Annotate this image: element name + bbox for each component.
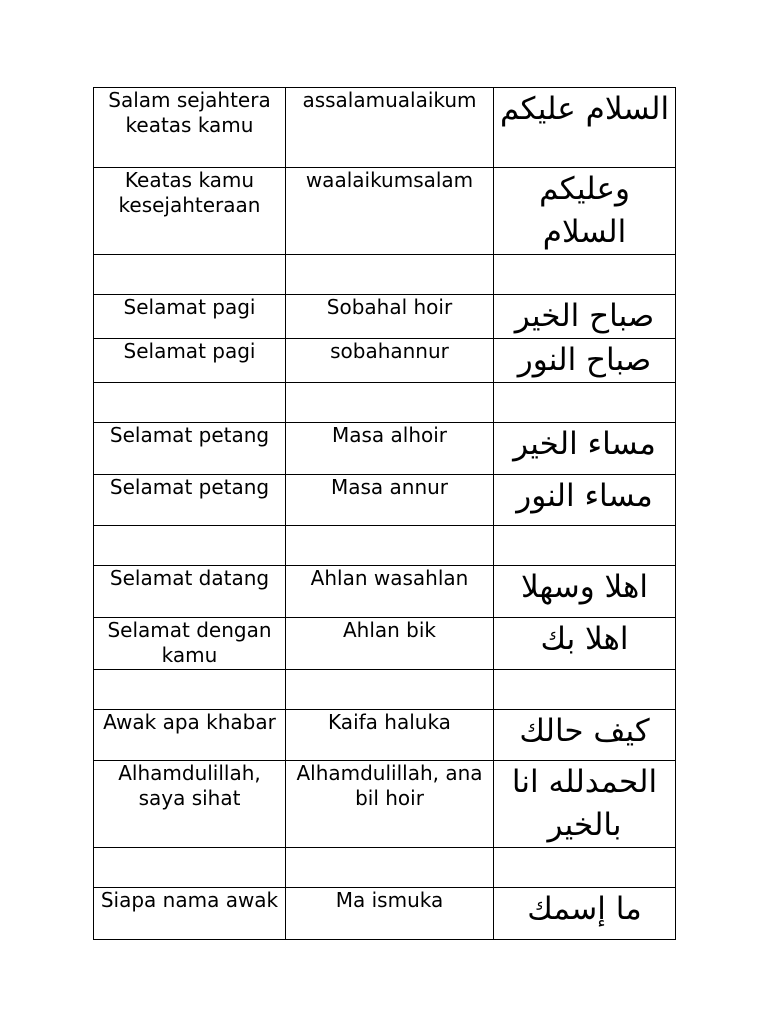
arabic-cell: صباح الخير [494, 295, 676, 339]
arabic-cell: ما إسمك [494, 888, 676, 940]
table-row [94, 670, 676, 710]
malay-cell: Alhamdulillah, saya sihat [94, 761, 286, 848]
arabic-cell: السلام عليكم [494, 88, 676, 168]
table-row [94, 761, 676, 848]
arabic-cell [494, 526, 676, 566]
table-row [94, 383, 676, 423]
table-row [94, 566, 676, 618]
malay-cell: Salam sejahtera keatas kamu [94, 88, 286, 168]
arabic-cell: اهلا وسهلا [494, 566, 676, 618]
table-row [94, 888, 676, 940]
transliteration-cell: Sobahal hoir [286, 295, 494, 339]
malay-cell: Keatas kamu kesejahteraan [94, 168, 286, 255]
arabic-cell: كيف حالك [494, 710, 676, 761]
transliteration-cell: Alhamdulillah, ana bil hoir [286, 761, 494, 848]
malay-cell [94, 255, 286, 295]
transliteration-cell: waalaikumsalam [286, 168, 494, 255]
transliteration-cell [286, 848, 494, 888]
table-row [94, 339, 676, 383]
malay-cell: Selamat pagi [94, 339, 286, 383]
malay-cell: Selamat petang [94, 475, 286, 526]
transliteration-cell [286, 255, 494, 295]
malay-cell [94, 383, 286, 423]
arabic-cell: صباح النور [494, 339, 676, 383]
malay-cell: Siapa nama awak [94, 888, 286, 940]
table-row [94, 295, 676, 339]
table-row [94, 423, 676, 475]
arabic-cell: مساء الخير [494, 423, 676, 475]
transliteration-cell: Ahlan bik [286, 618, 494, 670]
table-row [94, 710, 676, 761]
arabic-cell [494, 383, 676, 423]
transliteration-cell: Ma ismuka [286, 888, 494, 940]
table-row [94, 168, 676, 255]
transliteration-cell: assalamualaikum [286, 88, 494, 168]
arabic-cell [494, 670, 676, 710]
malay-cell [94, 526, 286, 566]
malay-cell [94, 848, 286, 888]
arabic-cell [494, 255, 676, 295]
malay-cell: Selamat dengan kamu [94, 618, 286, 670]
transliteration-cell: Masa annur [286, 475, 494, 526]
malay-cell: Selamat pagi [94, 295, 286, 339]
arabic-cell [494, 848, 676, 888]
phrase-table [93, 87, 676, 940]
transliteration-cell [286, 670, 494, 710]
transliteration-cell [286, 383, 494, 423]
malay-cell: Selamat petang [94, 423, 286, 475]
table-row [94, 526, 676, 566]
table-row [94, 475, 676, 526]
table-row [94, 88, 676, 168]
table-row [94, 848, 676, 888]
malay-cell: Selamat datang [94, 566, 286, 618]
arabic-cell: مساء النور [494, 475, 676, 526]
arabic-cell: وعليكم السلام [494, 168, 676, 255]
transliteration-cell: sobahannur [286, 339, 494, 383]
arabic-cell: اهلا بك [494, 618, 676, 670]
transliteration-cell: Kaifa haluka [286, 710, 494, 761]
malay-cell: Awak apa khabar [94, 710, 286, 761]
transliteration-cell: Ahlan wasahlan [286, 566, 494, 618]
malay-cell [94, 670, 286, 710]
table-row [94, 255, 676, 295]
arabic-cell: الحمدلله انا بالخير [494, 761, 676, 848]
transliteration-cell: Masa alhoir [286, 423, 494, 475]
transliteration-cell [286, 526, 494, 566]
table-row [94, 618, 676, 670]
